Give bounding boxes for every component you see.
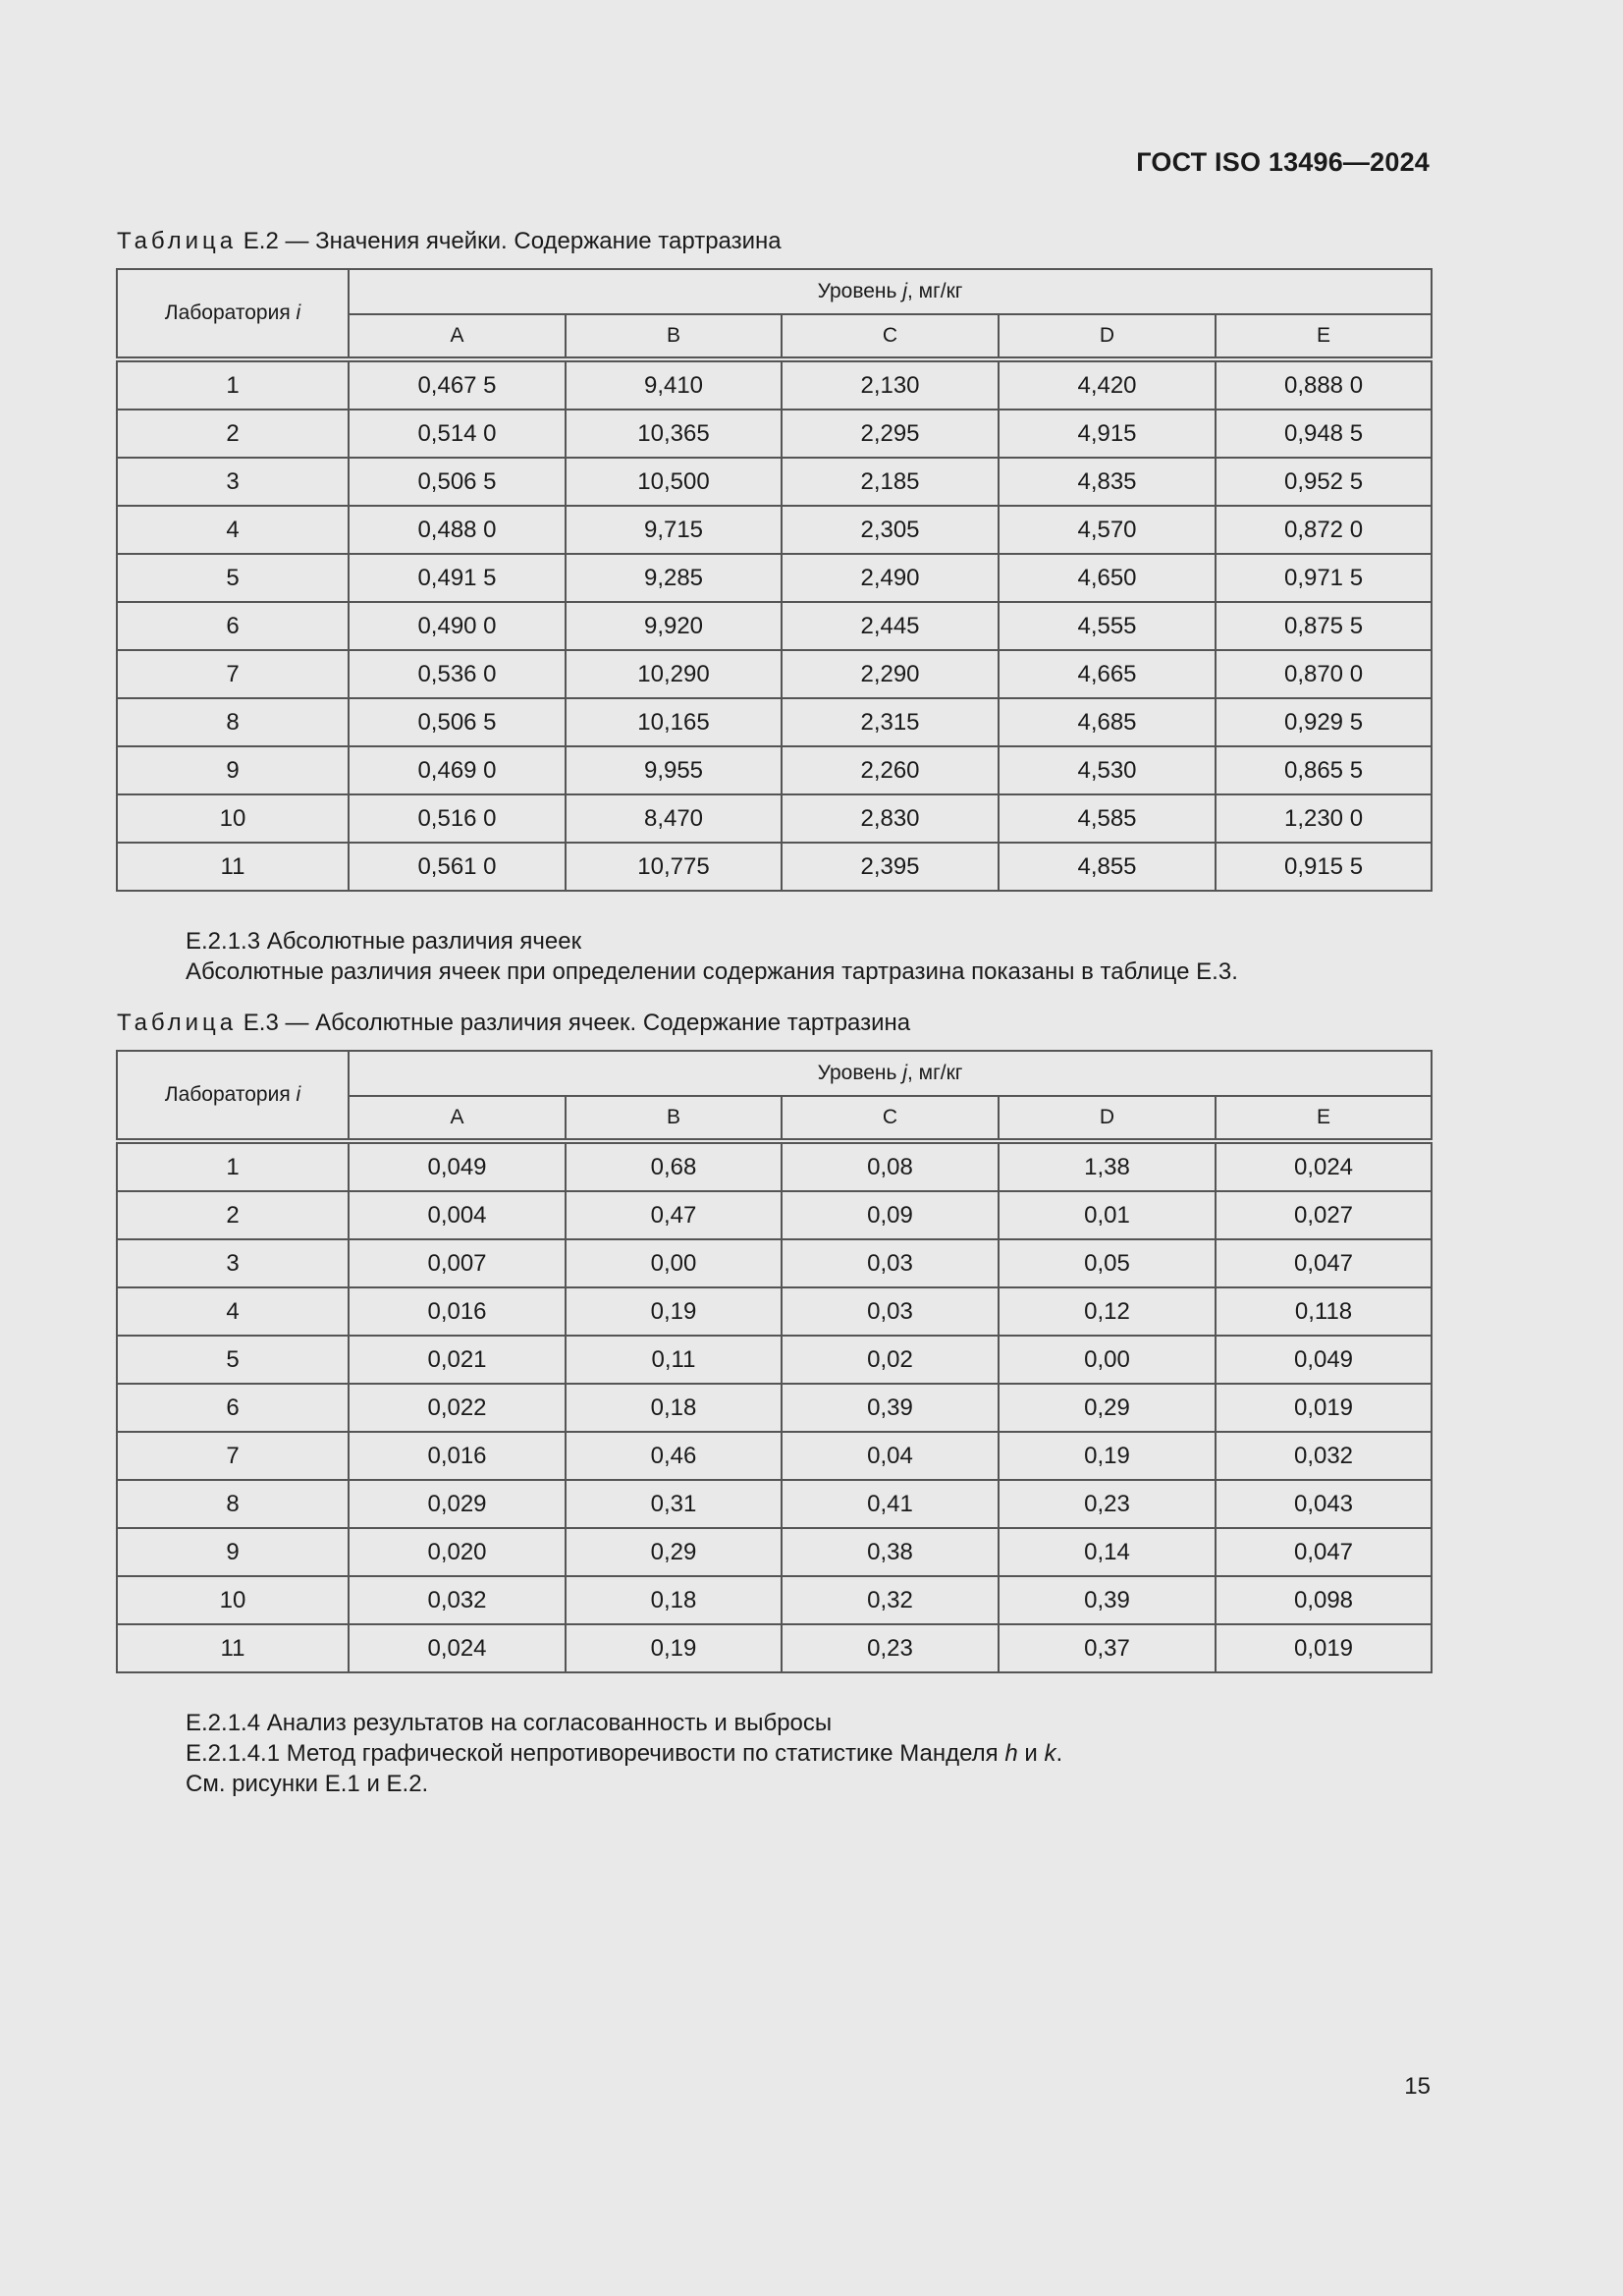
value-cell: 0,02 bbox=[782, 1336, 999, 1384]
value-cell: 0,19 bbox=[566, 1624, 782, 1672]
caption-word: Таблица bbox=[117, 228, 238, 254]
value-cell: 8,470 bbox=[566, 794, 782, 843]
table-row bbox=[117, 1191, 1432, 1239]
value-cell: 4,835 bbox=[999, 458, 1216, 506]
value-cell: 0,561 0 bbox=[349, 843, 566, 891]
value-cell: 0,118 bbox=[1216, 1287, 1432, 1336]
value-cell: 0,514 0 bbox=[349, 410, 566, 458]
value-cell: 4,570 bbox=[999, 506, 1216, 554]
table-row bbox=[117, 843, 1432, 891]
value-cell: 0,872 0 bbox=[1216, 506, 1432, 554]
value-cell: 0,09 bbox=[782, 1191, 999, 1239]
value-cell: 0,29 bbox=[999, 1384, 1216, 1432]
value-cell: 0,865 5 bbox=[1216, 746, 1432, 794]
value-cell: 0,19 bbox=[999, 1432, 1216, 1480]
table-row bbox=[117, 1287, 1432, 1336]
table-row bbox=[117, 506, 1432, 554]
value-cell: 0,41 bbox=[782, 1480, 999, 1528]
value-cell: 4,915 bbox=[999, 410, 1216, 458]
value-cell: 0,08 bbox=[782, 1141, 999, 1191]
column-header-a: A bbox=[349, 314, 566, 359]
value-cell: 0,11 bbox=[566, 1336, 782, 1384]
value-cell: 9,955 bbox=[566, 746, 782, 794]
value-cell: 0,05 bbox=[999, 1239, 1216, 1287]
table-row bbox=[117, 1384, 1432, 1432]
value-cell: 4,585 bbox=[999, 794, 1216, 843]
value-cell: 0,888 0 bbox=[1216, 359, 1432, 410]
lab-number-cell: 11 bbox=[117, 1624, 349, 1672]
section-e214-title: Е.2.1.4 Анализ результатов на согласованность и выбросы bbox=[186, 1710, 833, 1736]
value-cell: 2,445 bbox=[782, 602, 999, 650]
value-cell: 0,38 bbox=[782, 1528, 999, 1576]
section-e213 bbox=[186, 926, 1238, 987]
table-row bbox=[117, 1141, 1432, 1191]
value-cell: 1,230 0 bbox=[1216, 794, 1432, 843]
table-row bbox=[117, 1528, 1432, 1576]
value-cell: 0,00 bbox=[999, 1336, 1216, 1384]
value-cell: 0,024 bbox=[349, 1624, 566, 1672]
table-e3-body bbox=[117, 1051, 1432, 1672]
value-cell: 4,665 bbox=[999, 650, 1216, 698]
caption-word: Таблица bbox=[117, 1010, 238, 1036]
value-cell: 0,021 bbox=[349, 1336, 566, 1384]
column-header-b: B bbox=[566, 1096, 782, 1141]
table-row bbox=[117, 1480, 1432, 1528]
section-e214-figures-ref: См. рисунки Е.1 и Е.2. bbox=[186, 1771, 429, 1797]
value-cell: 0,027 bbox=[1216, 1191, 1432, 1239]
column-header-c: C bbox=[782, 314, 999, 359]
value-cell: 0,03 bbox=[782, 1287, 999, 1336]
lab-number-cell: 10 bbox=[117, 1576, 349, 1624]
value-cell: 0,68 bbox=[566, 1141, 782, 1191]
table-row bbox=[117, 746, 1432, 794]
value-cell: 0,32 bbox=[782, 1576, 999, 1624]
value-cell: 2,830 bbox=[782, 794, 999, 843]
table-row bbox=[117, 1239, 1432, 1287]
value-cell: 0,18 bbox=[566, 1384, 782, 1432]
lab-number-cell: 3 bbox=[117, 1239, 349, 1287]
lab-number-cell: 9 bbox=[117, 746, 349, 794]
lab-number-cell: 1 bbox=[117, 359, 349, 410]
column-header-b: B bbox=[566, 314, 782, 359]
value-cell: 0,506 5 bbox=[349, 458, 566, 506]
value-cell: 0,12 bbox=[999, 1287, 1216, 1336]
lab-number-cell: 2 bbox=[117, 1191, 349, 1239]
value-cell: 10,500 bbox=[566, 458, 782, 506]
table-row bbox=[117, 359, 1432, 410]
value-cell: 2,395 bbox=[782, 843, 999, 891]
lab-number-cell: 11 bbox=[117, 843, 349, 891]
table-row bbox=[117, 794, 1432, 843]
lab-number-cell: 2 bbox=[117, 410, 349, 458]
value-cell: 2,185 bbox=[782, 458, 999, 506]
value-cell: 0,915 5 bbox=[1216, 843, 1432, 891]
value-cell: 0,047 bbox=[1216, 1528, 1432, 1576]
value-cell: 4,685 bbox=[999, 698, 1216, 746]
table-e3 bbox=[116, 1050, 1433, 1673]
value-cell: 0,016 bbox=[349, 1287, 566, 1336]
value-cell: 9,715 bbox=[566, 506, 782, 554]
page-number: 15 bbox=[1404, 2073, 1431, 2100]
value-cell: 0,098 bbox=[1216, 1576, 1432, 1624]
lab-number-cell: 6 bbox=[117, 1384, 349, 1432]
value-cell: 0,022 bbox=[349, 1384, 566, 1432]
lab-column-header: Лаборатория i bbox=[117, 1051, 349, 1141]
value-cell: 0,007 bbox=[349, 1239, 566, 1287]
lab-number-cell: 6 bbox=[117, 602, 349, 650]
value-cell: 0,46 bbox=[566, 1432, 782, 1480]
value-cell: 0,047 bbox=[1216, 1239, 1432, 1287]
value-cell: 0,032 bbox=[349, 1576, 566, 1624]
value-cell: 2,260 bbox=[782, 746, 999, 794]
value-cell: 10,165 bbox=[566, 698, 782, 746]
section-e2141-method: Е.2.1.4.1 Метод графической непротиворечивости по статистике Манделя h и k. bbox=[186, 1740, 1063, 1767]
lab-column-header: Лаборатория i bbox=[117, 269, 349, 359]
value-cell: 4,855 bbox=[999, 843, 1216, 891]
value-cell: 0,488 0 bbox=[349, 506, 566, 554]
value-cell: 2,130 bbox=[782, 359, 999, 410]
value-cell: 0,016 bbox=[349, 1432, 566, 1480]
value-cell: 9,410 bbox=[566, 359, 782, 410]
value-cell: 0,14 bbox=[999, 1528, 1216, 1576]
value-cell: 2,305 bbox=[782, 506, 999, 554]
value-cell: 0,536 0 bbox=[349, 650, 566, 698]
value-cell: 0,491 5 bbox=[349, 554, 566, 602]
value-cell: 0,490 0 bbox=[349, 602, 566, 650]
value-cell: 0,18 bbox=[566, 1576, 782, 1624]
value-cell: 0,019 bbox=[1216, 1624, 1432, 1672]
lab-number-cell: 10 bbox=[117, 794, 349, 843]
lab-number-cell: 4 bbox=[117, 506, 349, 554]
value-cell: 0,23 bbox=[999, 1480, 1216, 1528]
value-cell: 2,490 bbox=[782, 554, 999, 602]
value-cell: 4,650 bbox=[999, 554, 1216, 602]
value-cell: 0,29 bbox=[566, 1528, 782, 1576]
lab-number-cell: 8 bbox=[117, 1480, 349, 1528]
table-header-row bbox=[117, 269, 1432, 314]
value-cell: 0,00 bbox=[566, 1239, 782, 1287]
value-cell: 0,971 5 bbox=[1216, 554, 1432, 602]
value-cell: 0,929 5 bbox=[1216, 698, 1432, 746]
table-row bbox=[117, 698, 1432, 746]
value-cell: 4,555 bbox=[999, 602, 1216, 650]
value-cell: 0,469 0 bbox=[349, 746, 566, 794]
value-cell: 0,37 bbox=[999, 1624, 1216, 1672]
section-e213-text: Абсолютные различия ячеек при определении содержания тартразина показаны в таблице Е.3. bbox=[186, 958, 1238, 985]
value-cell: 0,870 0 bbox=[1216, 650, 1432, 698]
value-cell: 0,952 5 bbox=[1216, 458, 1432, 506]
value-cell: 0,03 bbox=[782, 1239, 999, 1287]
lab-number-cell: 7 bbox=[117, 650, 349, 698]
value-cell: 0,043 bbox=[1216, 1480, 1432, 1528]
caption-text: Е.2 — Значения ячейки. Содержание тартразина bbox=[237, 228, 782, 254]
value-cell: 0,948 5 bbox=[1216, 410, 1432, 458]
table-e2-body bbox=[117, 269, 1432, 891]
value-cell: 2,315 bbox=[782, 698, 999, 746]
value-cell: 1,38 bbox=[999, 1141, 1216, 1191]
table-row bbox=[117, 1624, 1432, 1672]
column-header-e: E bbox=[1216, 314, 1432, 359]
value-cell: 0,516 0 bbox=[349, 794, 566, 843]
value-cell: 0,049 bbox=[349, 1141, 566, 1191]
value-cell: 10,290 bbox=[566, 650, 782, 698]
value-cell: 10,775 bbox=[566, 843, 782, 891]
value-cell: 2,290 bbox=[782, 650, 999, 698]
table-row bbox=[117, 554, 1432, 602]
value-cell: 0,01 bbox=[999, 1191, 1216, 1239]
column-header-e: E bbox=[1216, 1096, 1432, 1141]
value-cell: 0,467 5 bbox=[349, 359, 566, 410]
table-row bbox=[117, 1336, 1432, 1384]
value-cell: 0,39 bbox=[999, 1576, 1216, 1624]
table-e2-caption bbox=[117, 228, 782, 255]
value-cell: 4,530 bbox=[999, 746, 1216, 794]
level-header: Уровень j, мг/кг bbox=[349, 1051, 1432, 1096]
value-cell: 0,31 bbox=[566, 1480, 782, 1528]
table-row bbox=[117, 602, 1432, 650]
value-cell: 0,875 5 bbox=[1216, 602, 1432, 650]
value-cell: 0,506 5 bbox=[349, 698, 566, 746]
lab-number-cell: 7 bbox=[117, 1432, 349, 1480]
caption-text: Е.3 — Абсолютные различия ячеек. Содержание тартразина bbox=[237, 1010, 911, 1036]
table-row bbox=[117, 458, 1432, 506]
value-cell: 4,420 bbox=[999, 359, 1216, 410]
value-cell: 0,004 bbox=[349, 1191, 566, 1239]
table-e2 bbox=[116, 268, 1433, 892]
value-cell: 0,032 bbox=[1216, 1432, 1432, 1480]
value-cell: 0,04 bbox=[782, 1432, 999, 1480]
table-row bbox=[117, 1432, 1432, 1480]
table-row bbox=[117, 650, 1432, 698]
lab-number-cell: 3 bbox=[117, 458, 349, 506]
document-header: ГОСТ ISO 13496—2024 bbox=[1136, 147, 1430, 177]
lab-number-cell: 5 bbox=[117, 554, 349, 602]
value-cell: 0,020 bbox=[349, 1528, 566, 1576]
table-e3-caption bbox=[117, 1010, 910, 1037]
value-cell: 10,365 bbox=[566, 410, 782, 458]
column-header-c: C bbox=[782, 1096, 999, 1141]
column-header-a: A bbox=[349, 1096, 566, 1141]
value-cell: 9,285 bbox=[566, 554, 782, 602]
column-header-d: D bbox=[999, 1096, 1216, 1141]
value-cell: 9,920 bbox=[566, 602, 782, 650]
table-header-row bbox=[117, 1051, 1432, 1096]
value-cell: 0,47 bbox=[566, 1191, 782, 1239]
value-cell: 0,19 bbox=[566, 1287, 782, 1336]
value-cell: 0,024 bbox=[1216, 1141, 1432, 1191]
value-cell: 0,049 bbox=[1216, 1336, 1432, 1384]
table-row bbox=[117, 1576, 1432, 1624]
lab-number-cell: 9 bbox=[117, 1528, 349, 1576]
value-cell: 0,019 bbox=[1216, 1384, 1432, 1432]
lab-number-cell: 4 bbox=[117, 1287, 349, 1336]
section-e213-title: Е.2.1.3 Абсолютные различия ячеек bbox=[186, 928, 582, 955]
value-cell: 0,39 bbox=[782, 1384, 999, 1432]
value-cell: 2,295 bbox=[782, 410, 999, 458]
value-cell: 0,23 bbox=[782, 1624, 999, 1672]
section-e214 bbox=[186, 1708, 1062, 1799]
lab-number-cell: 5 bbox=[117, 1336, 349, 1384]
table-row bbox=[117, 410, 1432, 458]
lab-number-cell: 8 bbox=[117, 698, 349, 746]
column-header-d: D bbox=[999, 314, 1216, 359]
value-cell: 0,029 bbox=[349, 1480, 566, 1528]
level-header: Уровень j, мг/кг bbox=[349, 269, 1432, 314]
lab-number-cell: 1 bbox=[117, 1141, 349, 1191]
